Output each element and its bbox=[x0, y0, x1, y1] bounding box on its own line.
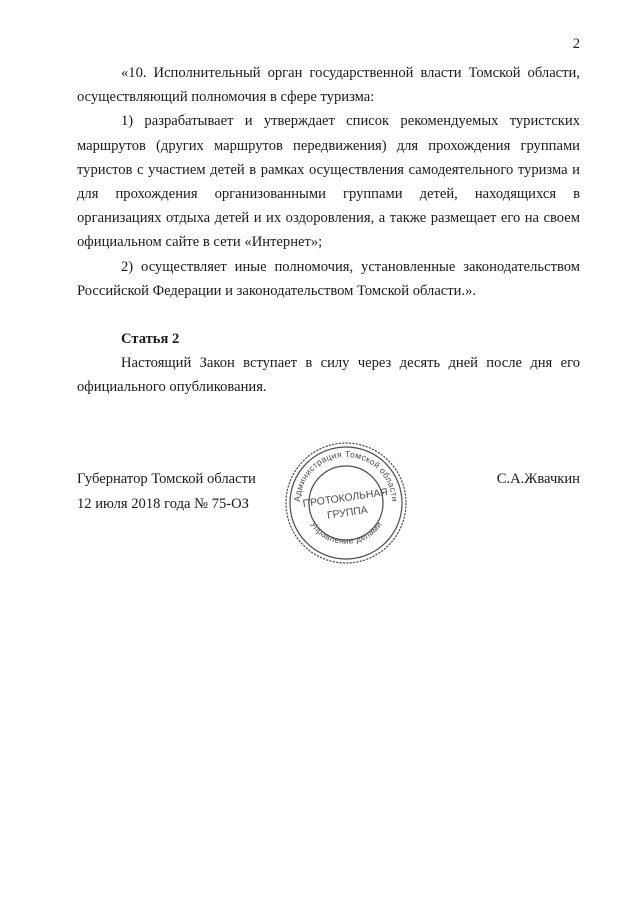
law-date-number: 12 июля 2018 года № 75-ОЗ bbox=[77, 496, 249, 512]
svg-text:Управление делами bbox=[308, 519, 383, 545]
stamp-outer-top-text: Администрация Томской области bbox=[291, 448, 401, 503]
stamp-outer-bottom-text: Управление делами bbox=[308, 519, 384, 546]
signatory-title: Губернатор Томской области bbox=[77, 471, 256, 487]
official-stamp bbox=[283, 440, 409, 566]
article-text: Настоящий Закон вступает в силу через десять дней после дня его официального опубликования. bbox=[77, 355, 580, 396]
signatory-name: С.А.Жвачкин bbox=[496, 471, 580, 487]
paragraph-subitem-1: 1) разрабатывает и утверждает список рекомендуемых туристских маршрутов (других маршрутов передвижения) для прохождения группами туристов с участием детей в рамках осуществления самодеятельного туризма и для прохождения организованными группами детей, находящихся в организациях отдыха детей и их оздоровления, а также размещает его на своем официальном сайте в сети «Интернет»; bbox=[77, 113, 580, 251]
stamp-center-line2: ГРУППА bbox=[326, 505, 369, 522]
stamp-center-line1: ПРОТОКОЛЬНАЯ bbox=[302, 487, 389, 510]
article-heading: Статья 2 bbox=[121, 331, 180, 348]
document-body bbox=[77, 61, 580, 400]
paragraph-subitem-2: 2) осуществляет иные полномочия, установленные законодательством Российской Федерации и законодательством Томской области.». bbox=[77, 258, 580, 299]
paragraph-item-10: «10. Исполнительный орган государственной власти Томской области, осуществляющий полномочия в сфере туризма: bbox=[77, 65, 580, 106]
page-number: 2 bbox=[572, 36, 580, 52]
stamp-graphic bbox=[283, 440, 409, 566]
